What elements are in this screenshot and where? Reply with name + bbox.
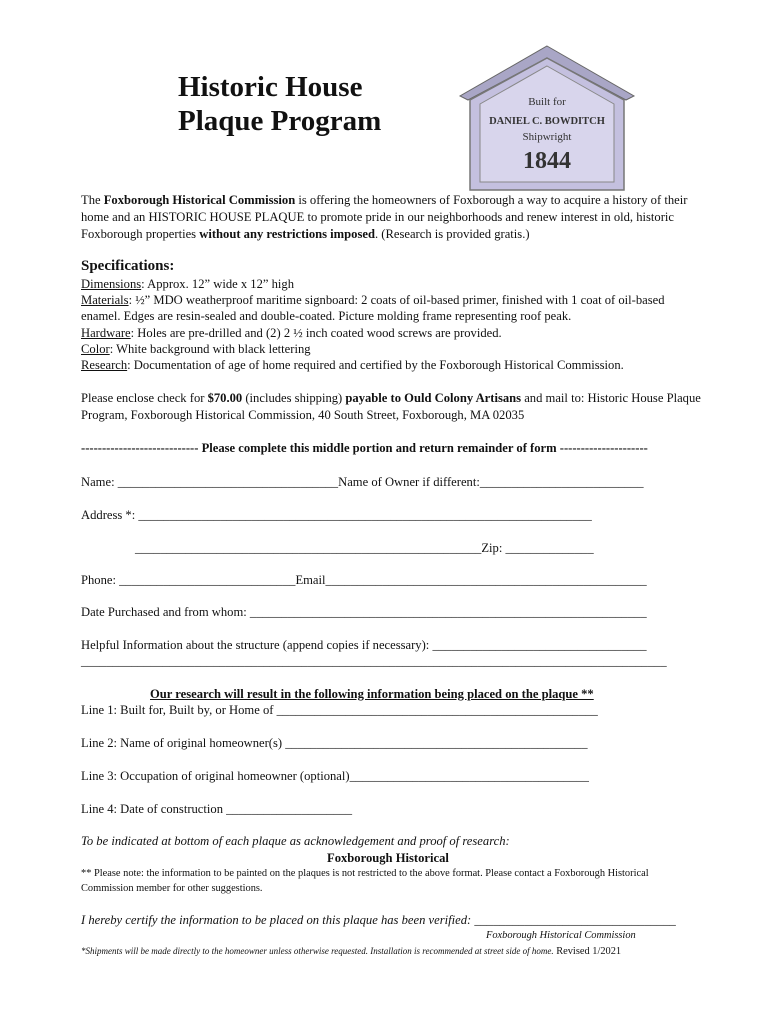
revised-date: Revised 1/2021 (553, 946, 622, 957)
payable-to: payable to Ould Colony Artisans (345, 391, 522, 405)
plaque-trade-text: Shipwright (522, 131, 572, 143)
certify-line[interactable]: I hereby certify the information to be placed on this plaque has been verified: ________________________________ (81, 913, 676, 927)
plaque-line-2-field[interactable]: Line 2: Name of original homeowner(s) ________________________________________________ (81, 736, 588, 750)
spec-research: Research: Documentation of age of home required and certified by the Foxborough Historical Commission. (81, 358, 624, 373)
plaque-name-text: DANIEL C. BOWDITCH (489, 116, 605, 127)
org-name: Foxborough Historical Commission (103, 193, 296, 207)
cut-line-divider: ---------------------------- Please complete this middle portion and return remainder of form --------------------- (81, 441, 648, 455)
title-line-1: Historic House (178, 71, 363, 103)
specifications-heading: Specifications: (81, 258, 175, 274)
spec-color: Color: White background with black lettering (81, 341, 311, 356)
page-title (178, 70, 438, 138)
payment-paragraph: Please enclose check for $70.00 (includes shipping) payable to Ould Colony Artisans and mail to: Historic House Plaque Program, Foxborough Historical Commission, 40 South Street, Foxborough, MA 02035 (81, 391, 701, 422)
helpful-info-field-line-2[interactable]: _____________________________________________________________________________________________ (81, 654, 667, 668)
acknowledgement-org: Foxborough Historical (327, 851, 449, 865)
spec-materials: Materials: ½” MDO weatherproof maritime signboard: 2 coats of oil-based primer, finished with 1 coat of oil-based enamel. Edges are resin-sealed and double-coated. Picture molding frame representing roof peak. (81, 293, 665, 324)
plaque-built-text: Built for (528, 96, 566, 108)
research-result-heading: Our research will result in the following information being placed on the plaque ** (150, 687, 594, 701)
plaque-line-1-field[interactable]: Line 1: Built for, Built by, or Home of ___________________________________________________ (81, 703, 598, 717)
plaque-year-text: 1844 (523, 148, 571, 174)
intro-paragraph: The Foxborough Historical Commission is offering the homeowners of Foxborough a way to acquire a history of their home and an HISTORIC HOUSE PLAQUE to promote pride in our neighborhoods and renew interest in old, historic Foxborough properties without any restrictions imposed. (Research is provided gratis.) (81, 193, 688, 241)
plaque-line-4-field[interactable]: Line 4: Date of construction ____________________ (81, 802, 353, 816)
title-line-2: Plaque Program (178, 105, 382, 137)
shipping-footnote: *Shipments will be made directly to the homeowner unless otherwise requested. Installation is recommended at street side of home. Revised 1/2021 (81, 946, 622, 957)
phone-email-field-line[interactable]: Phone: ____________________________Email___________________________________________________ (81, 573, 647, 587)
format-note: ** Please note: the information to be painted on the plaques is not restricted to the above format. Please contact a Foxborough Historical Commission member for other suggestions. (81, 868, 649, 894)
name-field-line[interactable]: Name: ___________________________________Name of Owner if different:__________________________ (81, 475, 644, 489)
specifications-list (81, 276, 701, 373)
address-zip-field-line[interactable]: _______________________________________________________Zip: ______________ (135, 541, 594, 555)
acknowledgement-note: To be indicated at bottom of each plaque as acknowledgement and proof of research: (81, 834, 510, 848)
sample-plaque-image (458, 44, 636, 192)
address-field-line[interactable]: Address *: ________________________________________________________________________ (81, 508, 592, 522)
spec-dimensions: Dimensions: Approx. 12” wide x 12” high (81, 277, 295, 291)
helpful-info-field-line[interactable]: Helpful Information about the structure (append copies if necessary): __________________________________ (81, 638, 647, 652)
price: $70.00 (207, 391, 243, 405)
spec-hardware: Hardware: Holes are pre-drilled and (2) 2 ½ inch coated wood screws are provided. (81, 325, 502, 340)
certify-signature-label: Foxborough Historical Commission (486, 930, 636, 941)
plaque-line-3-field[interactable]: Line 3: Occupation of original homeowner (optional)______________________________________ (81, 769, 589, 783)
date-purchased-field-line[interactable]: Date Purchased and from whom: _______________________________________________________________ (81, 605, 647, 619)
